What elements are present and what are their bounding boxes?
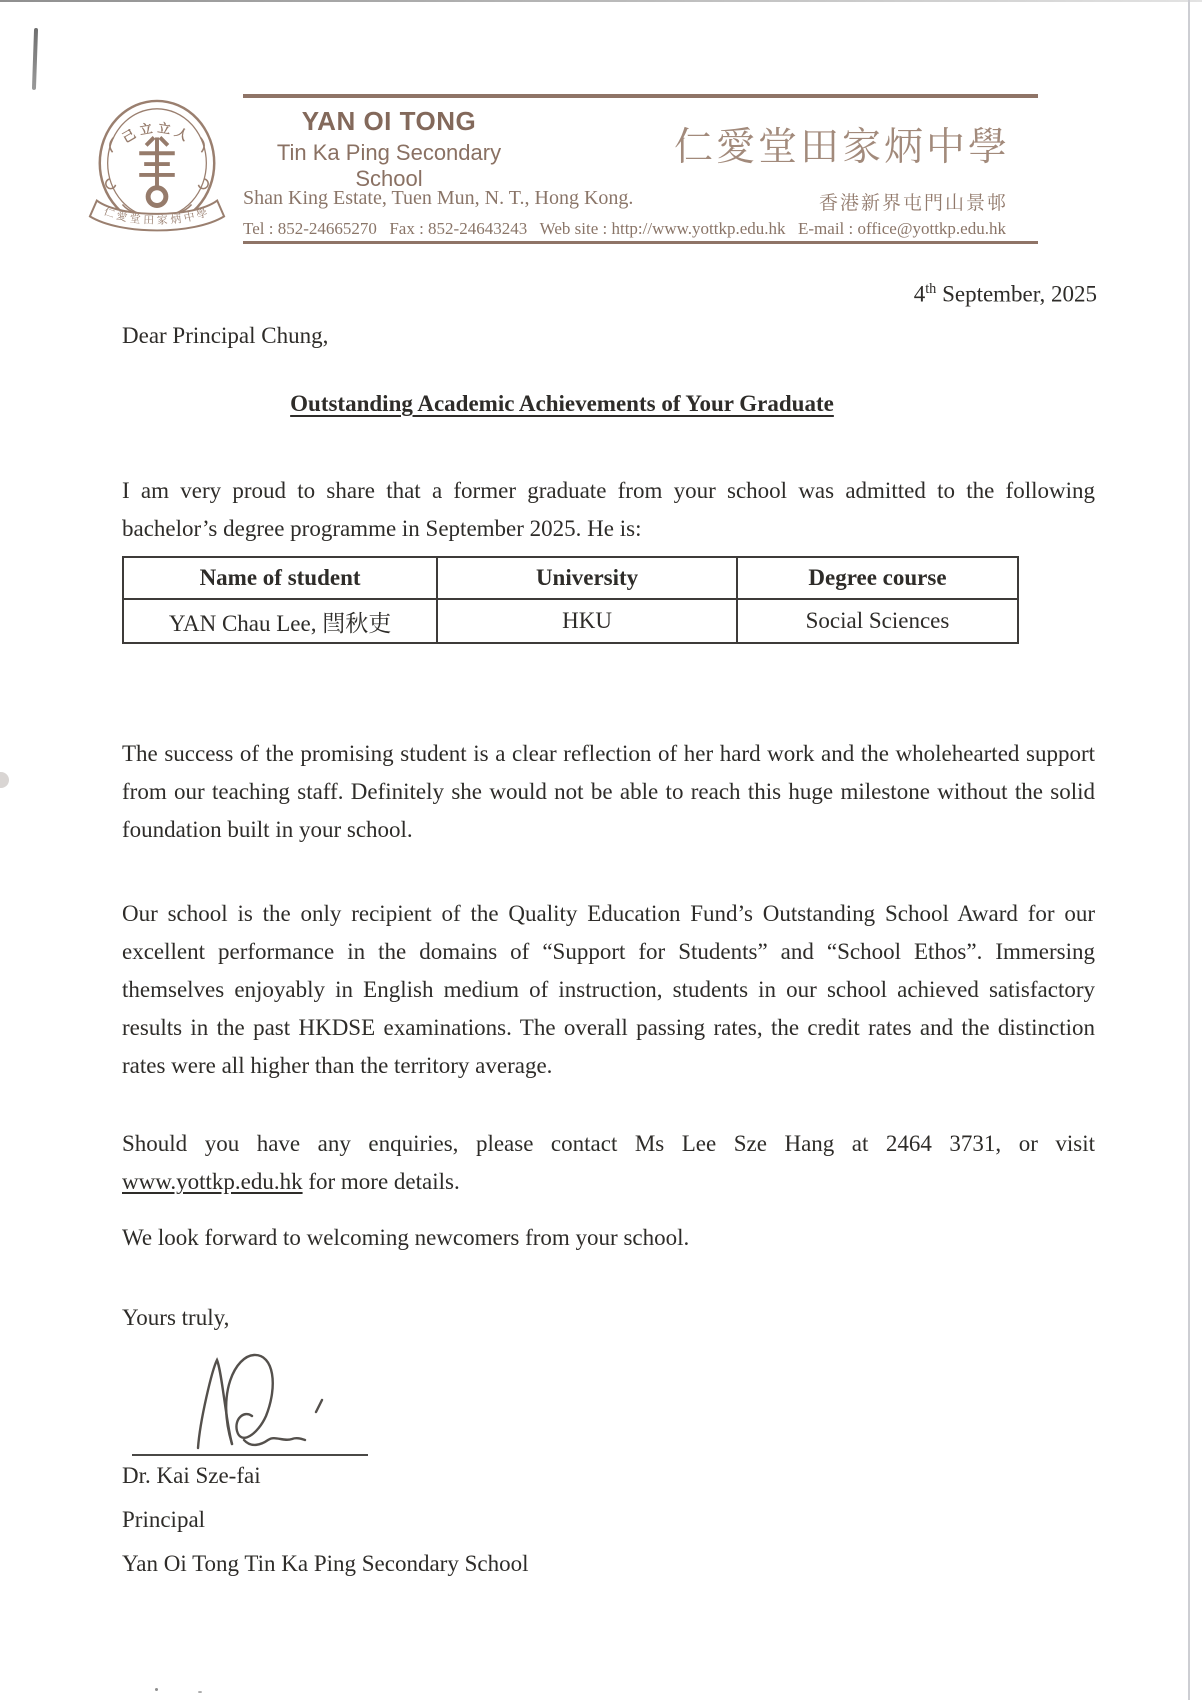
letterhead-rule-top: [243, 94, 1038, 98]
signature-icon: [186, 1346, 351, 1458]
table-header-university: University: [437, 557, 737, 599]
school-logo: [83, 96, 231, 249]
table-header-degree: Degree course: [737, 557, 1018, 599]
enquiries-text-after: for more details.: [302, 1169, 460, 1194]
table-cell-degree: Social Sciences: [737, 599, 1018, 643]
scan-right-edge-artifact: [1188, 0, 1190, 1700]
signer-organization: Yan Oi Tong Tin Ka Ping Secondary School: [122, 1551, 529, 1576]
website-label: Web site : http://www.yottkp.edu.hk: [539, 219, 786, 238]
signer-title: Principal: [122, 1507, 206, 1532]
org-name: YAN OI TONG: [301, 106, 477, 136]
letter-date: [122, 281, 1097, 308]
school-name-en: Tin Ka Ping Secondary School: [276, 140, 502, 191]
graduate-table: [122, 556, 1019, 644]
paragraph-award: Our school is the only recipient of the Quality Education Fund’s Outstanding School Award for our excellent performance in the domains of “Support for Students” and “School Ethos”. Immersing themselves enjoyably in English medium of instruction, students in our school achieved satisfactory results in the past HKDSE examinations. The overall passing rates, the credit rates and the distinction rates were all higher than the territory average.: [122, 901, 1095, 1078]
speck-artifact: [198, 1691, 202, 1693]
salutation: Dear Principal Chung,: [122, 323, 329, 348]
paragraph-enquiries: [122, 1125, 1095, 1201]
pen-mark-artifact: [32, 28, 38, 90]
fax-label: Fax : 852-24643243: [389, 219, 528, 238]
paragraph-intro: I am very proud to share that a former graduate from your school was admitted to the following bachelor’s degree programme in September 2025. He is:: [122, 478, 1095, 541]
table-row: [123, 599, 1018, 643]
enquiries-text-before: Should you have any enquiries, please contact Ms Lee Sze Hang at 2464 3731, or visit: [122, 1131, 1095, 1156]
speck-artifact: [155, 1688, 158, 1691]
date-rest: September, 2025: [936, 281, 1097, 307]
paragraph-success: The success of the promising student is a clear reflection of her hard work and the wholehearted support from our teaching staff. Definitely she would not be able to reach this huge milestone without the solid foundation built in your school.: [122, 741, 1095, 842]
website-link-text: www.yottkp.edu.hk: [122, 1169, 303, 1194]
tel-label: Tel : 852-24665270: [243, 219, 377, 238]
table-header-row: [123, 557, 1018, 599]
signature-line: [132, 1454, 368, 1456]
school-name-zh: 仁愛堂田家炳中學: [673, 126, 1010, 169]
table-header-name: Name of student: [123, 557, 437, 599]
school-crest-icon: [83, 96, 231, 244]
table-cell-student-name: YAN Chau Lee, 閆秋吏: [123, 599, 437, 643]
valediction: Yours truly,: [122, 1305, 230, 1330]
subject-line: Outstanding Academic Achievements of Your Graduate: [290, 391, 834, 416]
signer-name: Dr. Kai Sze-fai: [122, 1463, 261, 1488]
scan-top-edge-artifact: [0, 0, 1202, 2]
letterhead-rule-bottom: [243, 241, 1038, 244]
svg-text:仁愛堂田家炳中學: 仁愛堂田家炳中學: [101, 205, 213, 227]
date-day: 4: [913, 281, 926, 307]
svg-text:己立立人: 己立立人: [120, 120, 194, 146]
edge-blot-artifact: [0, 772, 9, 788]
email-label: E-mail : office@yottkp.edu.hk: [798, 219, 1006, 238]
contact-row: [243, 219, 1006, 239]
table-cell-university: HKU: [437, 599, 737, 643]
school-address-zh: 香港新界屯門山景邨: [818, 193, 1008, 214]
handwritten-signature: [186, 1346, 351, 1463]
paragraph-closing: We look forward to welcoming newcomers from your school.: [122, 1225, 690, 1250]
date-ordinal-suffix: th: [925, 281, 937, 297]
school-address-en: Shan King Estate, Tuen Mun, N. T., Hong Kong.: [243, 187, 634, 209]
